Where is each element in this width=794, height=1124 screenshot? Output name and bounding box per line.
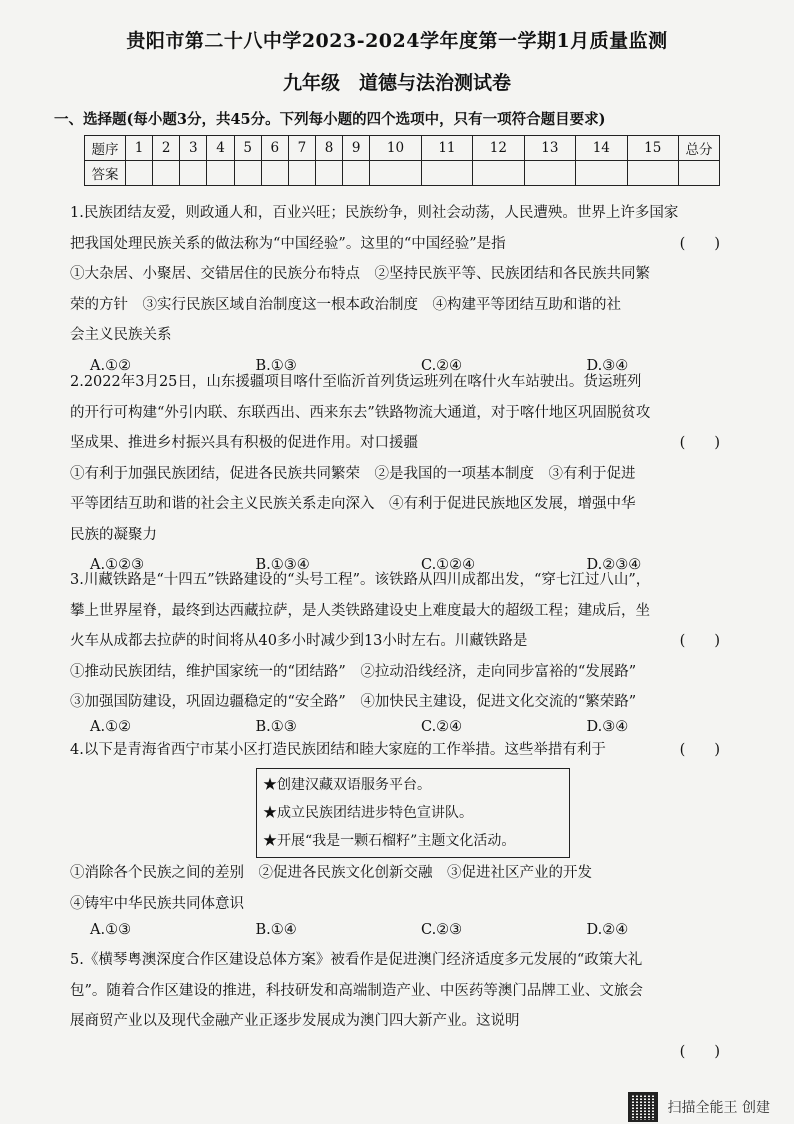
- answer-table-number-row: [85, 136, 720, 161]
- option-d[interactable]: D.③④: [586, 718, 629, 735]
- answer-table-number: 13: [524, 136, 575, 161]
- question-4: [70, 735, 732, 766]
- question-line: 1.民族团结友爱，则政通人和，百业兴旺；民族纷争，则社会动荡，人民遭殃。世界上许多国家: [70, 205, 679, 221]
- option-d[interactable]: D.②③④: [586, 557, 642, 573]
- question-line: ①消除各个民族之间的差别 ②促进各民族文化创新交融 ③促进社区产业的开发: [70, 865, 592, 881]
- question-line: ①大杂居、小聚居、交错居住的民族分布特点 ②坚持民族平等、民族团结和各民族共同繁: [70, 266, 650, 282]
- total-score-cell[interactable]: [679, 161, 720, 186]
- answer-cell[interactable]: [234, 161, 261, 186]
- answer-cell[interactable]: [180, 161, 207, 186]
- question-line: ①推动民族团结，维护国家统一的“团结路” ②拉动沿线经济，走向同步富裕的“发展路”: [70, 663, 637, 680]
- question-line: 民族的凝聚力: [70, 526, 157, 543]
- question-line: 攀上世界屋脊，最终到达西藏拉萨，是人类铁路建设史上难度最大的超级工程；建成后，坐: [70, 602, 650, 619]
- answer-cell[interactable]: [421, 161, 472, 186]
- answer-table-number: 1: [126, 136, 153, 161]
- answer-paren: ( ): [679, 742, 720, 758]
- question-line: 5.《横琴粤澳深度合作区建设总体方案》被看作是促进澳门经济适度多元发展的“政策大礼: [70, 952, 643, 968]
- measure-item: ★创建汉藏双语服务平台。: [263, 777, 431, 793]
- question-line: ③加强国防建设，巩固边疆稳定的“安全路” ④加快民主建设，促进文化交流的“繁荣路”: [70, 694, 637, 710]
- answer-cell[interactable]: [473, 161, 524, 186]
- answer-cell[interactable]: [288, 161, 315, 186]
- answer-table-row-label: 答案: [85, 161, 126, 186]
- question-line: 火车从成都去拉萨的时间将从40多小时减少到13小时左右。川藏铁路是 ( ): [70, 626, 732, 657]
- answer-cell[interactable]: [576, 161, 627, 186]
- option-b[interactable]: B.①③④: [255, 557, 310, 573]
- answer-cell[interactable]: [343, 161, 370, 186]
- answer-table-number: 11: [421, 136, 472, 161]
- measure-item: ★开展“我是一颗石榴籽”主题文化活动。: [263, 833, 516, 849]
- answer-table-number: 6: [261, 136, 288, 161]
- exam-title: 贵阳市第二十八中学2023-2024学年度第一学期1月质量监测: [126, 30, 668, 52]
- answer-table-total-label: 总分: [679, 136, 720, 161]
- question-line: 平等团结互助和谐的社会主义民族关系走向深入 ④有利于促进民族地区发展，增强中华: [70, 496, 636, 512]
- answer-table-number: 7: [288, 136, 315, 161]
- answer-table-number: 4: [207, 136, 234, 161]
- question-line: 2.2022年3月25日，山东援疆项目喀什至临沂首列货运班列在喀什火车站驶出。货运班列: [70, 374, 642, 390]
- option-c[interactable]: C.①②④: [421, 557, 476, 573]
- answer-cell[interactable]: [315, 161, 342, 186]
- option-b[interactable]: B.①④: [255, 922, 297, 938]
- section-heading: 一、选择题(每小题3分，共45分。下列每小题的四个选项中，只有一项符合题目要求): [54, 111, 606, 128]
- option-a[interactable]: A.①②: [90, 718, 132, 735]
- answer-table-number: 3: [180, 136, 207, 161]
- answer-paren: ( ): [679, 633, 720, 649]
- answer-table-row-label: 题序: [85, 136, 126, 161]
- answer-table-number: 15: [627, 136, 678, 161]
- question-line: 3.川藏铁路是“十四五”铁路建设的“头号工程”。该铁路从四川成都出发，“穿七江过八山”，: [70, 572, 651, 588]
- question-line: 展商贸产业以及现代金融产业正逐步发展成为澳门四大新产业。这说明: [70, 1013, 520, 1029]
- answer-table-answer-row: [85, 161, 720, 186]
- answer-table-number: 8: [315, 136, 342, 161]
- option-a[interactable]: A.①③: [90, 922, 132, 938]
- answer-table-number: 14: [576, 136, 627, 161]
- scanner-watermark: [628, 1092, 770, 1122]
- answer-table-number: 5: [234, 136, 261, 161]
- answer-table-number: 9: [343, 136, 370, 161]
- answer-cell[interactable]: [524, 161, 575, 186]
- question-line: 包”。随着合作区建设的推进，科技研发和高端制造产业、中医药等澳门品牌工业、文旅会: [70, 982, 643, 999]
- answer-table-number: 10: [370, 136, 421, 161]
- answer-cell[interactable]: [207, 161, 234, 186]
- answer-table-number: 2: [153, 136, 180, 161]
- question-line: 荣的方针 ③实行民族区域自治制度这一根本政治制度 ④构建平等团结互助和谐的社: [70, 296, 621, 313]
- question-line: 的开行可构建“外引内联、东联西出、西来东去”铁路物流大通道，对于喀什地区巩固脱贫攻: [70, 404, 651, 421]
- option-c[interactable]: C.②④: [421, 718, 463, 735]
- answer-cell[interactable]: [126, 161, 153, 186]
- answer-table: [84, 135, 720, 186]
- question-2: [70, 367, 732, 581]
- option-d[interactable]: D.②④: [586, 922, 629, 938]
- scanner-text: 扫描全能王 创建: [667, 1100, 770, 1116]
- option-c[interactable]: C.②④: [421, 357, 463, 374]
- answer-cell[interactable]: [370, 161, 421, 186]
- question-line: 会主义民族关系: [70, 327, 172, 343]
- option-list: [70, 915, 732, 946]
- qr-code-icon: [628, 1092, 658, 1122]
- measures-box: [256, 768, 570, 858]
- question-line: 4.以下是青海省西宁市某小区打造民族团结和睦大家庭的工作举措。这些举措有利于 ( ): [70, 735, 732, 766]
- answer-paren: ( ): [679, 235, 720, 252]
- answer-cell[interactable]: [153, 161, 180, 186]
- option-c[interactable]: C.②③: [421, 922, 463, 938]
- question-line: ④铸牢中华民族共同体意识: [70, 895, 244, 912]
- measure-item: ★成立民族团结进步特色宣讲队。: [263, 805, 473, 821]
- question-line: 把我国处理民族关系的做法称为“中国经验”。这里的“中国经验”是指 ( ): [70, 229, 732, 260]
- question-line: ①有利于加强民族团结，促进各民族共同繁荣 ②是我国的一项基本制度 ③有利于促进: [70, 465, 636, 482]
- question-line: 坚成果、推进乡村振兴具有积极的促进作用。对口援疆 ( ): [70, 428, 732, 459]
- answer-cell[interactable]: [627, 161, 678, 186]
- answer-paren: ( ): [679, 435, 720, 451]
- question-5: [70, 945, 732, 1067]
- exam-subtitle: 九年级 道德与法治测试卷: [282, 72, 511, 94]
- question-3: [70, 565, 732, 742]
- option-d[interactable]: D.③④: [586, 357, 629, 374]
- question-4-options: [70, 858, 732, 946]
- answer-paren: ( ): [679, 1043, 720, 1060]
- answer-table-number: 12: [473, 136, 524, 161]
- question-1: [70, 198, 732, 381]
- option-a[interactable]: A.①②③: [90, 557, 145, 573]
- answer-cell[interactable]: [261, 161, 288, 186]
- option-a[interactable]: A.①②: [90, 357, 132, 374]
- option-b[interactable]: B.①③: [255, 357, 297, 374]
- option-b[interactable]: B.①③: [255, 718, 297, 735]
